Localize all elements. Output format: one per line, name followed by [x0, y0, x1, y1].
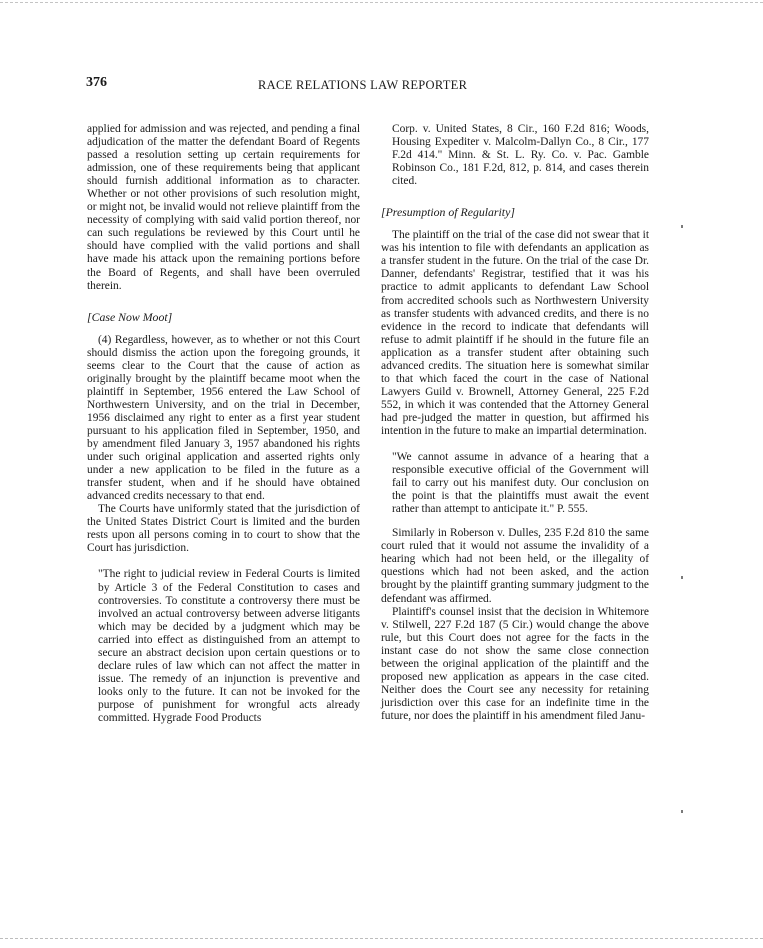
page-bottom-edge — [0, 938, 763, 939]
quote-text-2: "We cannot assume in advance of a hearing that a responsible executive official of the Government will fail to carry out his manifest duty. Our conclusion on the point is that the plaintiffs must await the event rather than attempt to anticipate it." P. 555. — [392, 451, 649, 516]
left-column — [87, 123, 360, 736]
scan-speck — [681, 225, 683, 228]
running-title: RACE RELATIONS LAW REPORTER — [258, 78, 468, 92]
quote-text-1-continued: Corp. v. United States, 8 Cir., 160 F.2d 816; Woods, Housing Expediter v. Malcolm-Dallyn Co., 8 Cir., 177 F.2d 414." Minn. & St. L. Ry. Co. v. Pac. Gamble Robinson Co., 181 F.2d, 812, p. 814, and cases therein cited. — [392, 123, 649, 188]
scan-speck — [681, 810, 683, 813]
heading-case-now-moot: [Case Now Moot] — [87, 309, 173, 324]
left-paragraph-3: The Courts have uniformly stated that the jurisdiction of the United States District Court is limited and the burden rests upon all persons coming in to court to show that the Court has jurisdiction. — [87, 503, 360, 555]
right-paragraph-2: Similarly in Roberson v. Dulles, 235 F.2d 810 the same court ruled that it would not assume the invalidity of a hearing which had not been held, or the illegality of questions which had not been asked, and the action brought by the plaintiff granting summary judgment to the defendant was affirmed. — [381, 527, 649, 605]
quote-text-1: "The right to judicial review in Federal Courts is limited by Article 3 of the Federal Constitution to cases and controversies. To constitute a controversy there must be involved an actual controversy between adverse litigants which may be decided by a judgment which may be carried into effect as distinguished from an attempt to secure an abstract decision upon certain questions or to declare rules of law which can not affect the matter in issue. The remedy of an injunction is preventive and looks only to the future. It can not be invoked for the purpose of punishment for wrongful acts already committed. Hygrade Food Products — [98, 568, 360, 724]
right-column — [381, 123, 649, 723]
page-top-edge — [0, 2, 763, 3]
block-quote-judicial-review — [98, 568, 360, 725]
right-paragraph-3: Plaintiff's counsel insist that the decision in Whitemore v. Stilwell, 227 F.2d 187 (5 Cir.) would change the above rule, but this Court does not agree for the facts in the instant case do not show the same close connection between the original application of the plaintiff and the proposed new application as appears in the case cited. Neither does the Court see any necessity for retaining jurisdiction over this case for an indefinite time in the future, nor does the plaintiff in his amendment filed Janu- — [381, 605, 649, 722]
block-quote-continued — [392, 123, 649, 188]
heading-presumption-of-regularity: [Presumption of Regularity] — [381, 205, 515, 220]
left-paragraph-2: (4) Regardless, however, as to whether or not this Court should dismiss the action upon the foregoing grounds, it seems clear to the Court that the cause of action as originally brought by the plaintiff became moot when the plaintiff in September, 1956 entered the Law School of Northwestern University, and on the trial in December, 1956 disclaimed any right to enter as a first year student pursuant to his application filed in September, 1950, and by amendment filed January 3, 1957 abandoned his rights under such original application and asserted rights only under a new application to be filed in the future as a transfer student, when and if he should have obtained advanced credits necessary to that end. — [87, 333, 360, 503]
left-paragraph-1: applied for admission and was rejected, and pending a final adjudication of the matter the defendant Board of Regents passed a resolution setting up certain requirements for admission, one of these requirements being that applicant should furnish additional information as to character. Whether or not other provisions of such resolution might, or might not, be invalid would not relieve plaintiff from the necessity of complying with said valid portion thereof, nor can such regulations be reviewed by this Court until he should have complied with the valid portions and shall have made his attack upon the remaining portions before the Board of Regents, and shall have been overruled therein. — [87, 123, 360, 292]
page-number: 376 — [86, 75, 107, 90]
right-paragraph-1: The plaintiff on the trial of the case did not swear that it was his intention to file with defendants an application as a transfer student in the future. On the trial of the case Dr. Danner, defendants' Registrar, testified that it was his practice to admit applicants to defendant Law School from accredited schools such as Northwestern University as transfer students with advanced credits, and there is no evidence in the record to indicate that defendants will refuse to admit plaintiff if he should in the future file an application as a transfer student after obtaining such advanced credits. The situation here is somewhat similar to that which faced the court in the case of National Lawyers Guild v. Brownell, Attorney General, 225 F.2d 552, in which it was contended that the Attorney General had pre-judged the matter in question, but affirmed his intention in the future to make an impartial determination. — [381, 229, 649, 437]
scan-speck — [681, 576, 683, 579]
block-quote-hearing — [392, 451, 649, 516]
